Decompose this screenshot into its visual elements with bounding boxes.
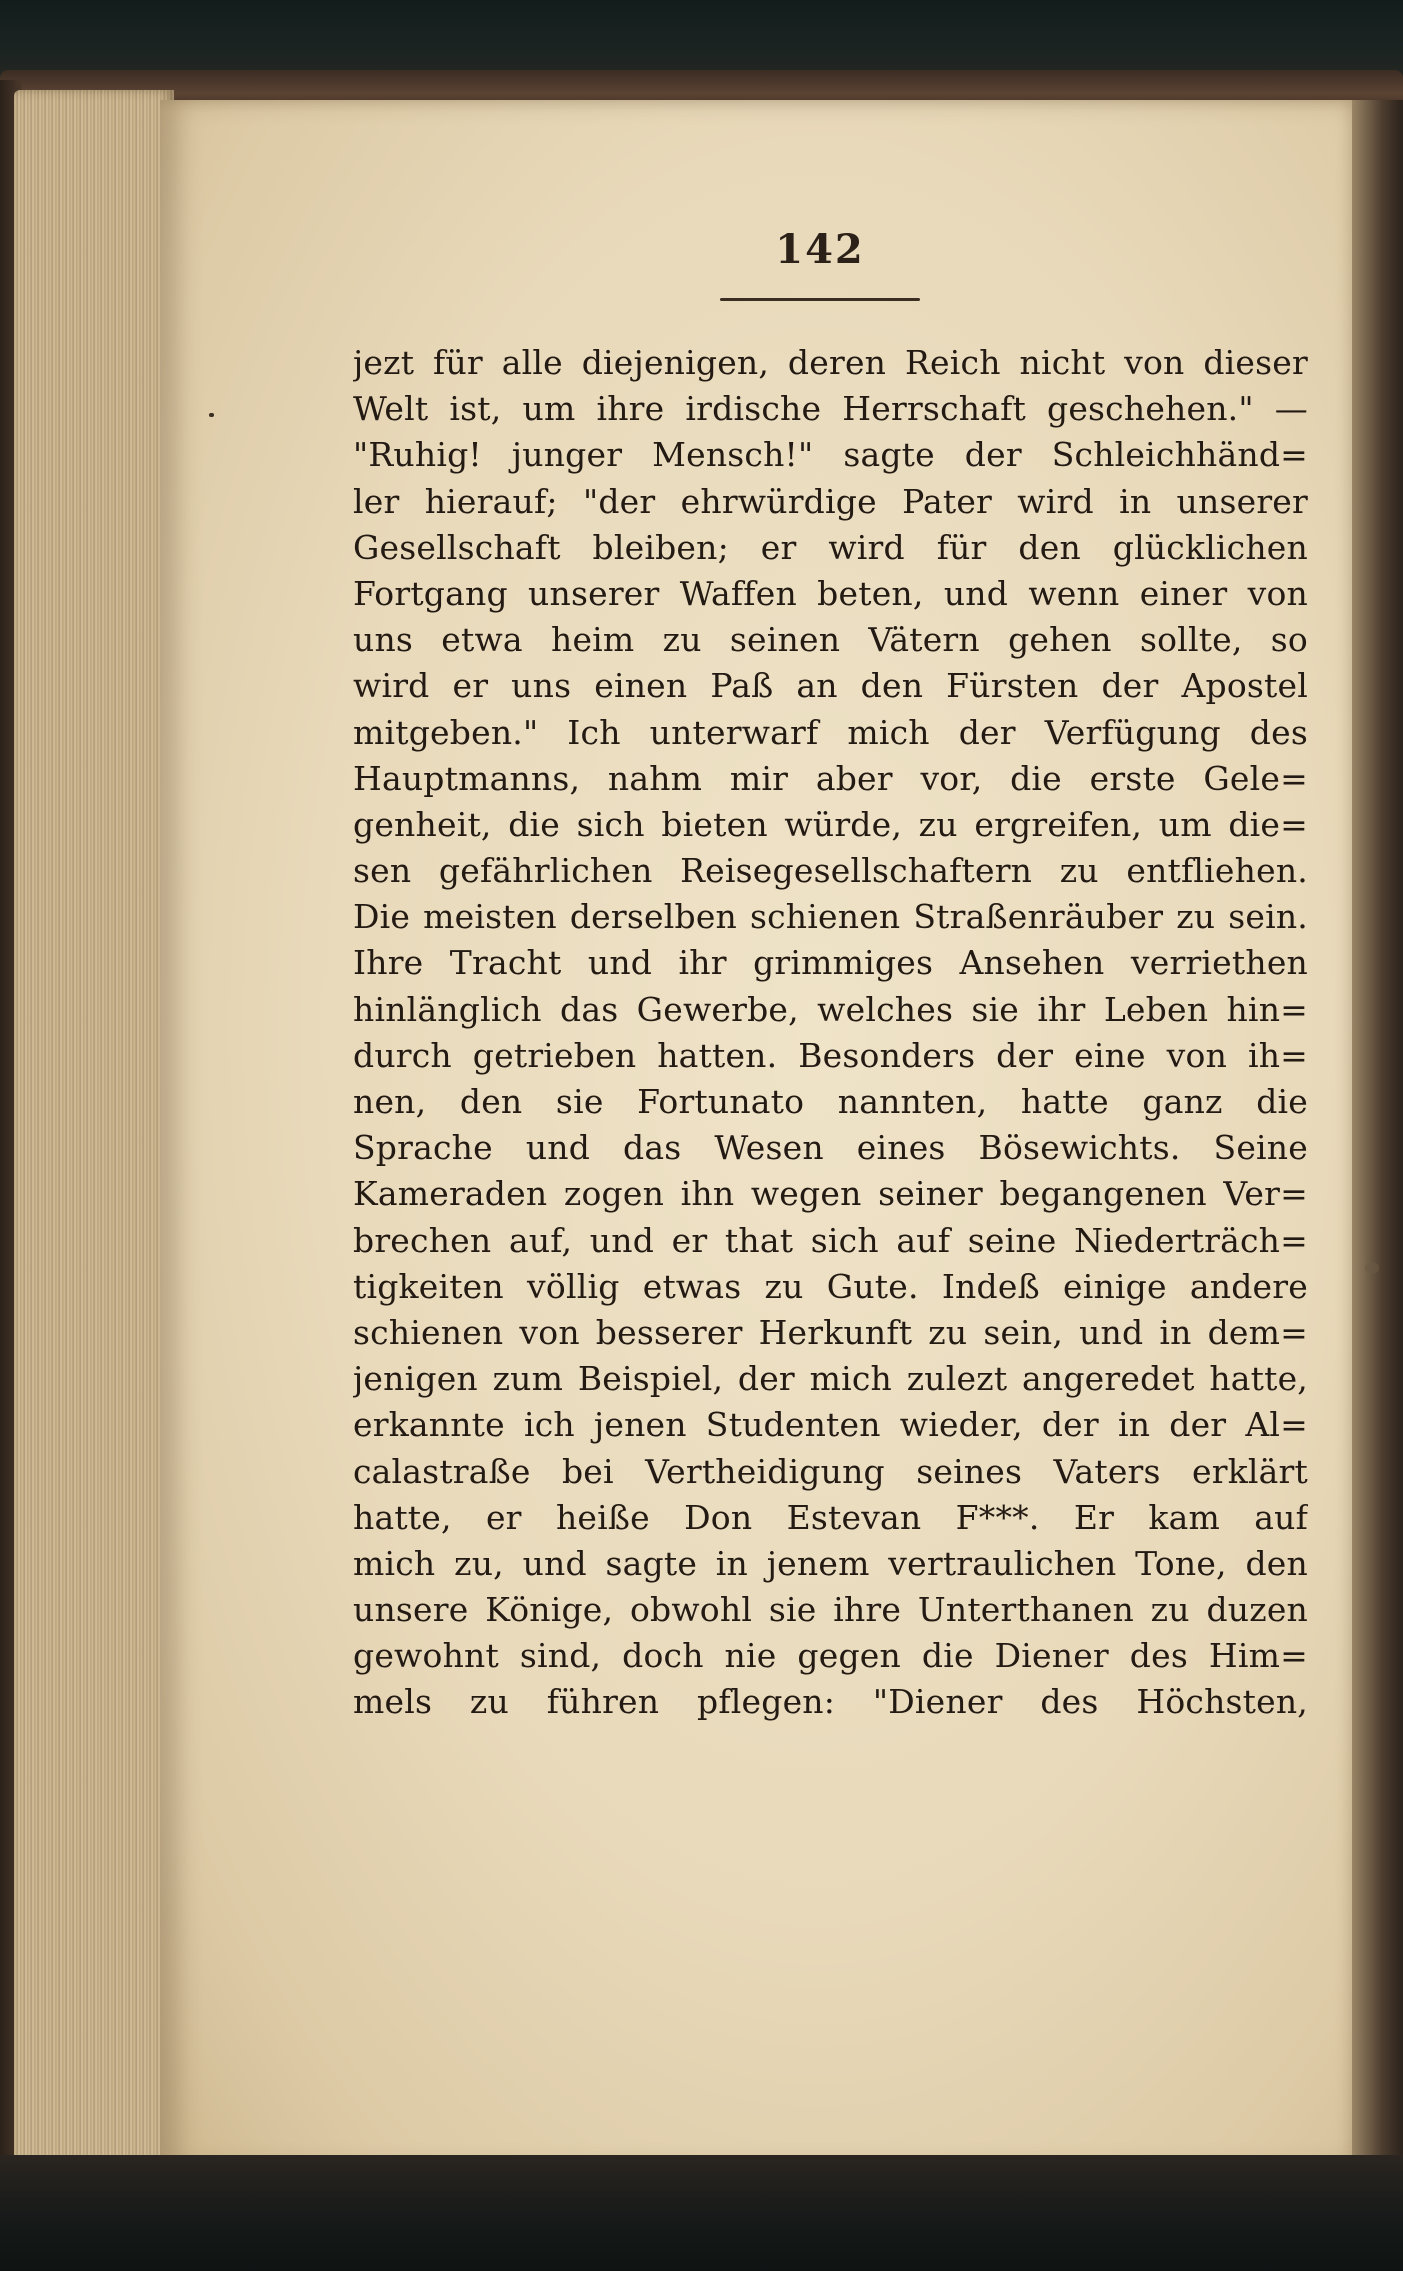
text-line: jezt für alle diejenigen, deren Reich nicht von dieser <box>353 343 1308 382</box>
text-line: Fortgang unserer Waffen beten, und wenn einer von <box>353 573 1308 613</box>
text-line: Hauptmanns, nahm mir aber vor, die erste Gele= <box>353 758 1308 798</box>
text-line: hinlänglich das Gewerbe, welches sie ihr Leben hin= <box>353 989 1308 1029</box>
text-line: mels zu führen pflegen: "Diener des Höchsten, <box>353 1682 1308 1722</box>
text-line: unsere Könige, obwohl sie ihre Unterthanen zu duzen <box>353 1590 1308 1630</box>
page-stack-edges <box>14 90 174 2170</box>
text-line: Ihre Tracht und ihr grimmiges Ansehen verriethen <box>353 943 1308 983</box>
text-line: gewohnt sind, doch nie gegen die Diener des Him= <box>353 1636 1308 1676</box>
text-line: schienen von besserer Herkunft zu sein, und in dem= <box>353 1312 1308 1352</box>
page-number-text: 142 <box>775 226 865 273</box>
text-line: Kameraden zogen ihn wegen seiner begangenen Ver= <box>353 1174 1308 1214</box>
text-line: sen gefährlichen Reisegesellschaftern zu entfliehen. <box>353 851 1308 891</box>
text-line: ler hierauf; "der ehrwürdige Pater wird in unserer <box>353 481 1308 521</box>
body-text <box>353 340 1308 1726</box>
text-line: uns etwa heim zu seinen Vätern gehen sollte, so <box>353 620 1308 660</box>
scan-background-bottom <box>0 2155 1403 2271</box>
page-stain <box>1365 1262 1379 1274</box>
margin-speck <box>209 413 214 417</box>
text-line: Welt ist, um ihre irdische Herrschaft geschehen." — <box>353 389 1308 429</box>
text-line: tigkeiten völlig etwas zu Gute. Indeß einige andere <box>353 1266 1308 1306</box>
text-line: mitgeben." Ich unterwarf mich der Verfügung des <box>353 712 1308 752</box>
text-line: calastraße bei Vertheidigung seines Vaters erklärt <box>353 1451 1308 1491</box>
text-line: "Ruhig! junger Mensch!" sagte der Schleichhänd= <box>353 435 1308 475</box>
text-line: jenigen zum Beispiel, der mich zulezt angeredet hatte, <box>353 1359 1308 1399</box>
page-number <box>720 226 920 273</box>
text-line: durch getrieben hatten. Besonders der eine von ih= <box>353 1035 1308 1075</box>
header-rule <box>720 298 920 301</box>
text-line: Sprache und das Wesen eines Bösewichts. Seine <box>353 1128 1308 1168</box>
text-line: Die meisten derselben schienen Straßenräuber zu sein. <box>353 897 1308 937</box>
page-gutter-shadow <box>1352 100 1403 2168</box>
text-line: nen, den sie Fortunato nannten, hatte ganz die <box>353 1082 1308 1121</box>
text-line: hatte, er heiße Don Estevan F***. Er kam auf <box>353 1497 1308 1537</box>
text-line: Gesellschaft bleiben; er wird für den glücklichen <box>353 527 1308 567</box>
text-line: erkannte ich jenen Studenten wieder, der in der Al= <box>353 1405 1308 1445</box>
text-line: brechen auf, und er that sich auf seine Niederträch= <box>353 1220 1308 1260</box>
text-line: mich zu, und sagte in jenem vertraulichen Tone, den <box>353 1543 1308 1583</box>
text-line: wird er uns einen Paß an den Fürsten der Apostel <box>353 666 1308 706</box>
text-line: genheit, die sich bieten würde, zu ergreifen, um die= <box>353 804 1308 844</box>
